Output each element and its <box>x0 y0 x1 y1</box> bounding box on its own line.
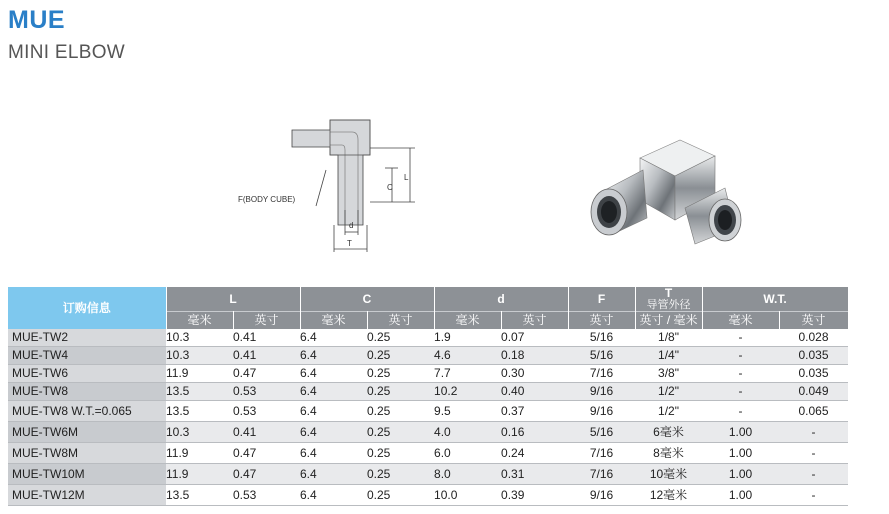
cell-wt-in: 0.035 <box>779 365 848 383</box>
cell-wt-mm: - <box>702 383 779 401</box>
cell-t: 1/2" <box>635 383 702 401</box>
cell-wt-in: - <box>779 443 848 464</box>
cell-wt-mm: 1.00 <box>702 443 779 464</box>
cell-d-in: 0.30 <box>501 365 568 383</box>
cell-wt-mm: 1.00 <box>702 422 779 443</box>
table-row <box>8 383 848 401</box>
cell-d-mm: 6.0 <box>434 443 501 464</box>
cell-l-mm: 13.5 <box>166 401 233 422</box>
table-row <box>8 443 848 464</box>
table-row <box>8 365 848 383</box>
cell-f: 9/16 <box>568 401 635 422</box>
cell-l-in: 0.47 <box>233 443 300 464</box>
cell-c-mm: 6.4 <box>300 422 367 443</box>
cell-wt-mm: - <box>702 329 779 347</box>
cell-c-in: 0.25 <box>367 443 434 464</box>
sub-l-mm: 毫米 <box>166 312 233 330</box>
col-wt: W.T. <box>702 287 848 312</box>
cell-f: 7/16 <box>568 443 635 464</box>
cell-l-mm: 10.3 <box>166 347 233 365</box>
sub-d-mm: 毫米 <box>434 312 501 330</box>
label-l: L <box>404 173 409 182</box>
cell-d-mm: 4.0 <box>434 422 501 443</box>
cell-f: 5/16 <box>568 329 635 347</box>
cell-f: 9/16 <box>568 383 635 401</box>
cell-d-mm: 10.0 <box>434 485 501 506</box>
cell-c-mm: 6.4 <box>300 329 367 347</box>
sub-c-mm: 毫米 <box>300 312 367 330</box>
sub-wt-mm: 毫米 <box>702 312 779 330</box>
product-photo <box>585 128 755 253</box>
cell-d-mm: 7.7 <box>434 365 501 383</box>
cell-l-in: 0.53 <box>233 401 300 422</box>
col-order-info: 订购信息 <box>8 287 166 329</box>
cell-c-mm: 6.4 <box>300 347 367 365</box>
cell-l-mm: 10.3 <box>166 329 233 347</box>
cell-d-mm: 4.6 <box>434 347 501 365</box>
label-t: T <box>347 239 352 248</box>
sub-l-in: 英寸 <box>233 312 300 330</box>
cell-c-mm: 6.4 <box>300 383 367 401</box>
cell-f: 5/16 <box>568 422 635 443</box>
table-row <box>8 329 848 347</box>
col-l: L <box>166 287 300 312</box>
cell-d-in: 0.07 <box>501 329 568 347</box>
col-t-symbol: T <box>664 287 673 300</box>
cell-part-number: MUE-TW10M <box>8 464 166 485</box>
cell-wt-mm: 1.00 <box>702 464 779 485</box>
cell-wt-in: 0.065 <box>779 401 848 422</box>
cell-c-mm: 6.4 <box>300 443 367 464</box>
cell-c-mm: 6.4 <box>300 464 367 485</box>
cell-part-number: MUE-TW8 W.T.=0.065 <box>8 401 166 422</box>
cell-f: 5/16 <box>568 347 635 365</box>
label-c: C <box>387 183 393 192</box>
cell-t: 6毫米 <box>635 422 702 443</box>
sub-f-in: 英寸 <box>568 312 635 330</box>
cell-part-number: MUE-TW2 <box>8 329 166 347</box>
sub-t-unit: 英寸 / 毫米 <box>635 312 702 330</box>
technical-drawing <box>230 110 430 260</box>
cell-c-in: 0.25 <box>367 347 434 365</box>
cell-d-in: 0.31 <box>501 464 568 485</box>
label-d: d <box>349 221 354 230</box>
cell-part-number: MUE-TW6 <box>8 365 166 383</box>
cell-t: 10毫米 <box>635 464 702 485</box>
cell-d-mm: 8.0 <box>434 464 501 485</box>
cell-l-mm: 13.5 <box>166 383 233 401</box>
cell-d-mm: 9.5 <box>434 401 501 422</box>
cell-c-mm: 6.4 <box>300 401 367 422</box>
cell-part-number: MUE-TW8 <box>8 383 166 401</box>
cell-l-in: 0.41 <box>233 422 300 443</box>
cell-c-in: 0.25 <box>367 401 434 422</box>
cell-d-in: 0.24 <box>501 443 568 464</box>
cell-t: 8毫米 <box>635 443 702 464</box>
cell-d-in: 0.40 <box>501 383 568 401</box>
cell-c-in: 0.25 <box>367 329 434 347</box>
cell-d-mm: 10.2 <box>434 383 501 401</box>
cell-f: 7/16 <box>568 365 635 383</box>
sub-d-in: 英寸 <box>501 312 568 330</box>
cell-wt-mm: - <box>702 365 779 383</box>
label-f-body-cube: F(BODY CUBE) <box>238 195 296 204</box>
cell-l-in: 0.41 <box>233 347 300 365</box>
cell-wt-in: 0.049 <box>779 383 848 401</box>
cell-wt-mm: - <box>702 347 779 365</box>
cell-c-in: 0.25 <box>367 485 434 506</box>
sub-c-in: 英寸 <box>367 312 434 330</box>
cell-wt-in: 0.028 <box>779 329 848 347</box>
cell-l-mm: 13.5 <box>166 485 233 506</box>
cell-l-in: 0.53 <box>233 383 300 401</box>
col-t <box>635 287 702 312</box>
cell-part-number: MUE-TW4 <box>8 347 166 365</box>
cell-c-in: 0.25 <box>367 383 434 401</box>
cell-c-in: 0.25 <box>367 464 434 485</box>
table-row <box>8 347 848 365</box>
col-c: C <box>300 287 434 312</box>
cell-f: 9/16 <box>568 485 635 506</box>
cell-t: 1/4" <box>635 347 702 365</box>
cell-d-in: 0.18 <box>501 347 568 365</box>
cell-t: 1/8" <box>635 329 702 347</box>
col-t-subtitle: 导管外径 <box>646 299 691 311</box>
cell-d-mm: 1.9 <box>434 329 501 347</box>
cell-part-number: MUE-TW12M <box>8 485 166 506</box>
cell-part-number: MUE-TW6M <box>8 422 166 443</box>
cell-wt-mm: - <box>702 401 779 422</box>
col-f: F <box>568 287 635 312</box>
cell-l-mm: 11.9 <box>166 365 233 383</box>
cell-c-in: 0.25 <box>367 422 434 443</box>
cell-wt-mm: 1.00 <box>702 485 779 506</box>
cell-t: 1/2" <box>635 401 702 422</box>
cell-d-in: 0.39 <box>501 485 568 506</box>
sub-wt-in: 英寸 <box>779 312 848 330</box>
cell-l-in: 0.41 <box>233 329 300 347</box>
cell-wt-in: 0.035 <box>779 347 848 365</box>
cell-d-in: 0.37 <box>501 401 568 422</box>
table-row <box>8 401 848 422</box>
cell-d-in: 0.16 <box>501 422 568 443</box>
cell-f: 7/16 <box>568 464 635 485</box>
cell-t: 12毫米 <box>635 485 702 506</box>
cell-wt-in: - <box>779 464 848 485</box>
cell-l-in: 0.47 <box>233 464 300 485</box>
cell-wt-in: - <box>779 485 848 506</box>
cell-part-number: MUE-TW8M <box>8 443 166 464</box>
cell-l-in: 0.47 <box>233 365 300 383</box>
table-row <box>8 422 848 443</box>
product-code: MUE <box>8 6 66 34</box>
cell-c-mm: 6.4 <box>300 485 367 506</box>
cell-l-mm: 11.9 <box>166 443 233 464</box>
cell-l-in: 0.53 <box>233 485 300 506</box>
cell-l-mm: 10.3 <box>166 422 233 443</box>
cell-c-mm: 6.4 <box>300 365 367 383</box>
product-name: MINI ELBOW <box>8 42 126 63</box>
cell-wt-in: - <box>779 422 848 443</box>
cell-c-in: 0.25 <box>367 365 434 383</box>
col-d: d <box>434 287 568 312</box>
cell-t: 3/8" <box>635 365 702 383</box>
table-row <box>8 464 848 485</box>
cell-l-mm: 11.9 <box>166 464 233 485</box>
spec-table <box>8 287 849 506</box>
table-row <box>8 485 848 506</box>
